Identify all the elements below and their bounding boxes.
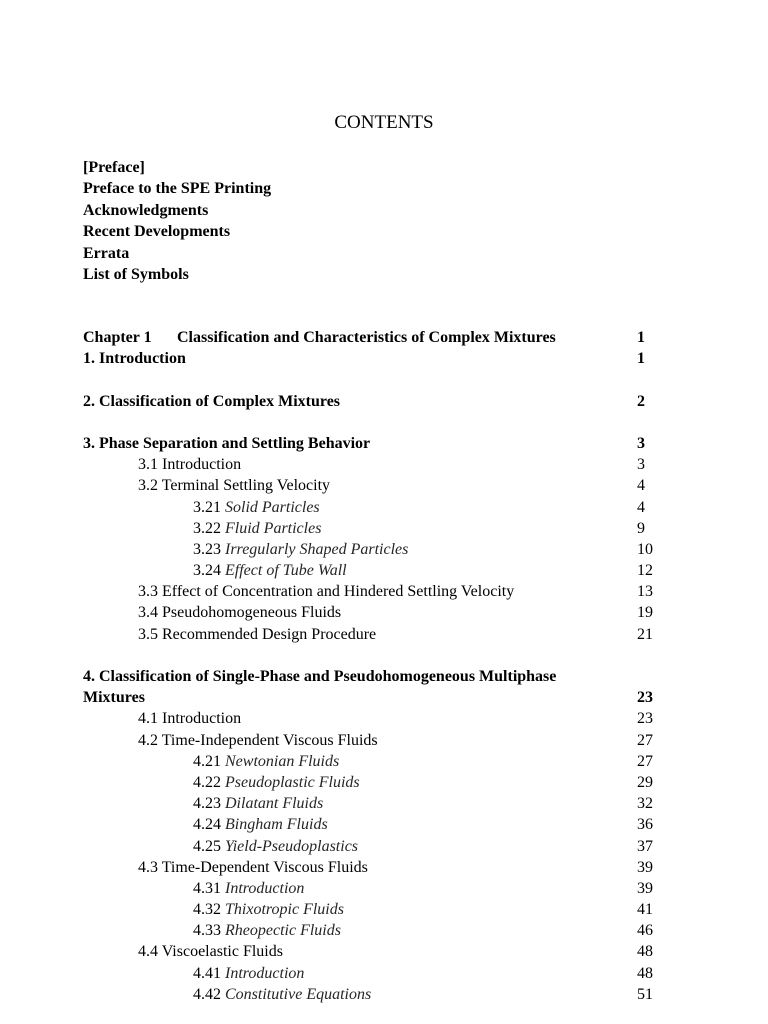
toc-page-number: 23 <box>637 689 653 707</box>
toc-subsubsection-entry[interactable] <box>0 836 768 857</box>
toc-entry-number: 4.33 <box>193 922 221 940</box>
toc-entry-title: Introduction <box>225 879 305 897</box>
page-title: CONTENTS <box>334 112 434 133</box>
toc-entry-title: 2. Classification of Complex Mixtures <box>83 392 341 410</box>
toc-subsubsection-entry[interactable] <box>0 878 768 899</box>
toc-entry-number: 4.23 <box>193 795 221 813</box>
toc-page-number: 41 <box>637 901 653 919</box>
toc-entry-number: 4.31 <box>193 879 221 897</box>
toc-page-number: 1 <box>637 350 645 368</box>
toc-entry-number: 3.23 <box>193 540 221 558</box>
toc-subsection-entry[interactable] <box>0 857 768 878</box>
toc-entry-title: Newtonian Fluids <box>225 752 340 770</box>
toc-page-number: 36 <box>637 816 653 834</box>
toc-entry-title: Pseudoplastic Fluids <box>225 773 360 791</box>
front-matter-item[interactable]: [Preface] <box>83 159 145 176</box>
toc-entry-title: Mixtures <box>83 689 145 707</box>
toc-subsubsection-entry[interactable] <box>0 772 768 793</box>
toc-subsection-entry[interactable] <box>0 941 768 962</box>
front-matter-item[interactable]: Preface to the SPE Printing <box>83 180 272 198</box>
toc-subsubsection-entry[interactable] <box>0 518 768 539</box>
toc-section-entry[interactable] <box>0 666 768 687</box>
toc-subsubsection-entry[interactable] <box>0 539 768 560</box>
toc-entry-title: 4.3 Time-Dependent Viscous Fluids <box>138 858 368 876</box>
front-matter-list <box>83 157 271 285</box>
toc-subsection-entry[interactable] <box>0 475 768 496</box>
toc-entry-title: 4.4 Viscoelastic Fluids <box>138 943 283 961</box>
toc-page-number: 4 <box>637 477 645 495</box>
toc-entry-title: Rheopectic Fluids <box>225 922 341 940</box>
toc-page-number: 27 <box>637 752 653 770</box>
toc-entry-title: 3.4 Pseudohomogeneous Fluids <box>138 604 342 622</box>
toc-page-number: 2 <box>637 392 645 410</box>
toc-subsubsection-entry[interactable] <box>0 793 768 814</box>
toc-entry-title: Constitutive Equations <box>225 985 372 1003</box>
toc-page-number: 27 <box>637 731 653 749</box>
toc-chapter-title: Classification and Characteristics of Complex Mixtures <box>177 329 556 346</box>
toc-page-number: 39 <box>637 858 653 876</box>
front-matter-item[interactable]: Recent Developments <box>83 223 231 241</box>
toc-entry-title: 3.2 Terminal Settling Velocity <box>138 477 331 495</box>
toc-entry-title: 1. Introduction <box>83 350 186 368</box>
toc-subsubsection-entry[interactable] <box>0 814 768 835</box>
toc-section-entry[interactable] <box>0 391 768 412</box>
toc-entry-title: Solid Particles <box>225 498 320 516</box>
toc-entry-title: 3.3 Effect of Concentration and Hindered Settling Velocity <box>138 583 515 601</box>
toc-entry-title: 3. Phase Separation and Settling Behavior <box>83 434 371 452</box>
toc-page-number: 39 <box>637 879 653 897</box>
toc-page-number: 13 <box>637 583 653 601</box>
toc-chapter-number: Chapter 1 <box>83 329 152 346</box>
toc-entry-number: 4.41 <box>193 964 221 982</box>
toc-subsection-entry[interactable] <box>0 624 768 645</box>
table-of-contents <box>0 327 768 1005</box>
toc-page-number: 23 <box>637 710 653 728</box>
toc-entry-number: 4.24 <box>193 816 221 834</box>
toc-entry-title: Thixotropic Fluids <box>225 901 344 919</box>
toc-page-number: 12 <box>637 562 653 580</box>
toc-subsubsection-entry[interactable] <box>0 984 768 1005</box>
toc-subsubsection-entry[interactable] <box>0 560 768 581</box>
toc-page-number: 19 <box>637 604 653 622</box>
toc-page-number: 48 <box>637 964 653 982</box>
toc-page-number: 32 <box>637 795 653 813</box>
toc-entry-number: 4.22 <box>193 773 221 791</box>
toc-chapter-entry[interactable] <box>0 327 768 348</box>
toc-entry-number: 3.21 <box>193 498 221 516</box>
toc-subsection-entry[interactable] <box>0 581 768 602</box>
toc-subsection-entry[interactable] <box>0 708 768 729</box>
toc-subsubsection-entry[interactable] <box>0 751 768 772</box>
toc-page-number: 1 <box>637 329 645 346</box>
toc-entry-number: 3.22 <box>193 519 221 537</box>
toc-page-number: 37 <box>637 837 653 855</box>
toc-subsubsection-entry[interactable] <box>0 963 768 984</box>
toc-page-number: 10 <box>637 540 653 558</box>
toc-subsubsection-entry[interactable] <box>0 497 768 518</box>
toc-entry-title: 3.5 Recommended Design Procedure <box>138 625 377 643</box>
toc-page-number: 46 <box>637 922 653 940</box>
toc-page-number: 3 <box>637 434 645 452</box>
toc-entry-title: 4.2 Time-Independent Viscous Fluids <box>138 731 378 749</box>
toc-entry-title: 4. Classification of Single-Phase and Pseudohomogeneous Multiphase <box>83 668 557 685</box>
toc-entry-title: Bingham Fluids <box>225 816 328 834</box>
toc-section-entry[interactable] <box>0 433 768 454</box>
toc-page-number: 51 <box>637 985 653 1003</box>
toc-section-entry-continued[interactable] <box>0 687 768 708</box>
front-matter-item[interactable]: Acknowledgments <box>83 201 209 219</box>
toc-entry-title: 4.1 Introduction <box>138 710 242 728</box>
toc-entry-title: Irregularly Shaped Particles <box>225 540 409 558</box>
toc-entry-number: 3.24 <box>193 562 221 580</box>
toc-page-number: 29 <box>637 773 653 791</box>
toc-entry-number: 4.32 <box>193 901 221 919</box>
front-matter-item[interactable]: Errata <box>83 244 130 262</box>
toc-page-number: 48 <box>637 943 653 961</box>
toc-entry-title: Dilatant Fluids <box>225 795 324 813</box>
toc-page-number: 4 <box>637 498 645 516</box>
toc-page-number: 3 <box>637 456 645 474</box>
toc-entry-title: Introduction <box>225 964 305 982</box>
toc-section-entry[interactable] <box>0 348 768 369</box>
toc-page-number: 21 <box>637 625 653 643</box>
toc-subsection-entry[interactable] <box>0 602 768 623</box>
front-matter-item[interactable]: List of Symbols <box>83 265 189 283</box>
toc-entry-number: 4.25 <box>193 837 221 855</box>
toc-entry-title: Fluid Particles <box>225 519 322 537</box>
toc-entry-number: 4.21 <box>193 752 221 770</box>
toc-subsubsection-entry[interactable] <box>0 920 768 941</box>
toc-subsection-entry[interactable] <box>0 730 768 751</box>
toc-page-number: 9 <box>637 519 645 537</box>
toc-entry-number: 4.42 <box>193 985 221 1003</box>
toc-entry-title: Yield-Pseudoplastics <box>225 837 359 855</box>
toc-subsection-entry[interactable] <box>0 454 768 475</box>
toc-subsubsection-entry[interactable] <box>0 899 768 920</box>
toc-entry-title: Effect of Tube Wall <box>225 562 347 580</box>
toc-entry-title: 3.1 Introduction <box>138 456 242 474</box>
